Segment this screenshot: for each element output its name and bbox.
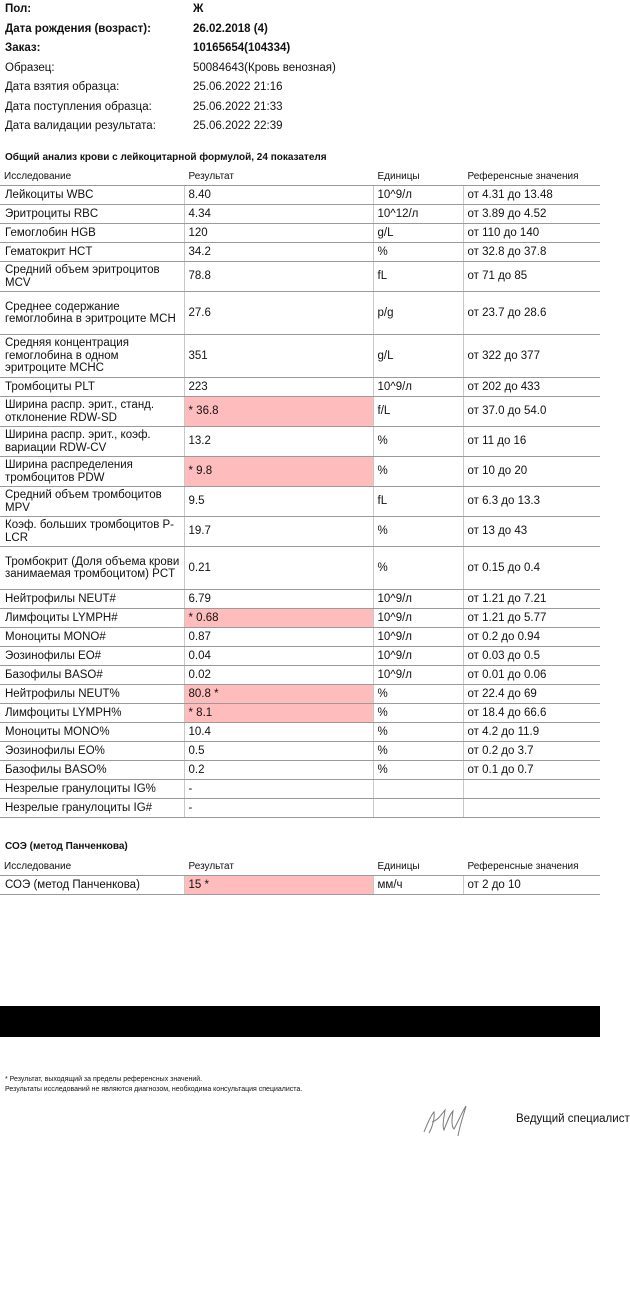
table-row bbox=[0, 780, 600, 799]
table-row bbox=[0, 704, 600, 723]
patient-info-row bbox=[0, 59, 600, 79]
unit-cell: g/L bbox=[373, 224, 463, 243]
unit-cell: % bbox=[373, 243, 463, 262]
unit-cell: 10^9/л bbox=[373, 628, 463, 647]
header-ref: Референсные значения bbox=[463, 169, 600, 186]
unit-cell: % bbox=[373, 761, 463, 780]
table-row bbox=[0, 609, 600, 628]
cbc-results-table bbox=[0, 169, 600, 818]
unit-cell: % bbox=[373, 685, 463, 704]
table-row bbox=[0, 742, 600, 761]
test-name-cell: Эозинофилы EO# bbox=[0, 647, 184, 666]
patient-info-value: 26.02.2018 (4) bbox=[193, 22, 268, 35]
reference-cell: от 0.1 до 0.7 bbox=[463, 761, 600, 780]
result-cell: 6.79 bbox=[184, 590, 373, 609]
table-row bbox=[0, 335, 600, 378]
reference-cell: от 3.89 до 4.52 bbox=[463, 205, 600, 224]
unit-cell: f/L bbox=[373, 397, 463, 427]
result-cell: 0.87 bbox=[184, 628, 373, 647]
table-row bbox=[0, 243, 600, 262]
redaction-bar bbox=[0, 1006, 600, 1037]
reference-cell: от 71 до 85 bbox=[463, 262, 600, 292]
signature-image bbox=[420, 1100, 472, 1140]
test-name-cell: Моноциты MONO% bbox=[0, 723, 184, 742]
reference-cell: от 202 до 433 bbox=[463, 378, 600, 397]
test-name-cell: Средняя концентрация гемоглобина в одном эритроците MCHC bbox=[0, 335, 184, 378]
footnote-out-of-range: * Результат, выходящий за пределы референсных значений. bbox=[5, 1076, 203, 1083]
result-cell: 10.4 bbox=[184, 723, 373, 742]
unit-cell: мм/ч bbox=[373, 876, 463, 895]
result-cell: 80.8 * bbox=[184, 685, 373, 704]
reference-cell: от 37.0 до 54.0 bbox=[463, 397, 600, 427]
result-cell: 9.5 bbox=[184, 487, 373, 517]
table-row bbox=[0, 224, 600, 243]
table-row bbox=[0, 685, 600, 704]
test-name-cell: Ширина распределения тромбоцитов PDW bbox=[0, 457, 184, 487]
result-cell: * 8.1 bbox=[184, 704, 373, 723]
test-name-cell: Базофилы BASO% bbox=[0, 761, 184, 780]
reference-cell: от 18.4 до 66.6 bbox=[463, 704, 600, 723]
unit-cell: 10^9/л bbox=[373, 609, 463, 628]
test-name-cell: Среднее содержание гемоглобина в эритроците MCH bbox=[0, 292, 184, 335]
unit-cell: % bbox=[373, 547, 463, 590]
table-row bbox=[0, 876, 600, 895]
reference-cell: от 1.21 до 7.21 bbox=[463, 590, 600, 609]
lead-specialist-label: Ведущий специалист bbox=[516, 1113, 630, 1125]
patient-info-row bbox=[0, 20, 600, 40]
patient-info-label: Дата взятия образца: bbox=[5, 81, 120, 93]
result-cell: 19.7 bbox=[184, 517, 373, 547]
result-cell: 351 bbox=[184, 335, 373, 378]
table-row bbox=[0, 397, 600, 427]
patient-info-label: Дата поступления образца: bbox=[5, 100, 152, 113]
test-name-cell: Тромбокрит (Доля объема крови занимаемая тромбоцитом) PCT bbox=[0, 547, 184, 590]
esr-section-title: СОЭ (метод Панченкова) bbox=[5, 841, 128, 852]
table-row bbox=[0, 292, 600, 335]
result-cell: 15 * bbox=[184, 876, 373, 895]
result-cell: 27.6 bbox=[184, 292, 373, 335]
reference-cell: от 322 до 377 bbox=[463, 335, 600, 378]
cbc-section-title: Общий анализ крови с лейкоцитарной формулой, 24 показателя bbox=[5, 152, 327, 163]
footnote-disclaimer: Результаты исследований не являются диагнозом, необходима консультация специалиста. bbox=[5, 1086, 303, 1093]
result-cell: 13.2 bbox=[184, 427, 373, 457]
unit-cell: g/L bbox=[373, 335, 463, 378]
test-name-cell: СОЭ (метод Панченкова) bbox=[0, 876, 184, 895]
table-row bbox=[0, 457, 600, 487]
unit-cell: 10^9/л bbox=[373, 647, 463, 666]
unit-cell: 10^9/л bbox=[373, 186, 463, 205]
result-cell: 0.04 bbox=[184, 647, 373, 666]
reference-cell: от 23.7 до 28.6 bbox=[463, 292, 600, 335]
patient-info bbox=[0, 0, 600, 137]
table-row bbox=[0, 723, 600, 742]
test-name-cell: Эритроциты RBC bbox=[0, 205, 184, 224]
table-row bbox=[0, 517, 600, 547]
unit-cell: fL bbox=[373, 262, 463, 292]
result-cell: 78.8 bbox=[184, 262, 373, 292]
patient-info-row bbox=[0, 0, 600, 20]
reference-cell: от 0.15 до 0.4 bbox=[463, 547, 600, 590]
test-name-cell: Незрелые гранулоциты IG# bbox=[0, 799, 184, 818]
table-row bbox=[0, 378, 600, 397]
table-row bbox=[0, 262, 600, 292]
unit-cell: % bbox=[373, 704, 463, 723]
reference-cell: от 1.21 до 5.77 bbox=[463, 609, 600, 628]
patient-info-value: 25.06.2022 21:16 bbox=[193, 81, 283, 93]
test-name-cell: Средний объем эритроцитов MCV bbox=[0, 262, 184, 292]
reference-cell: от 0.01 до 0.06 bbox=[463, 666, 600, 685]
result-cell: 0.21 bbox=[184, 547, 373, 590]
table-row bbox=[0, 590, 600, 609]
header-result: Результат bbox=[184, 169, 373, 186]
reference-cell: от 13 до 43 bbox=[463, 517, 600, 547]
reference-cell bbox=[463, 799, 600, 818]
reference-cell: от 11 до 16 bbox=[463, 427, 600, 457]
test-name-cell: Базофилы BASO# bbox=[0, 666, 184, 685]
patient-info-value: Ж bbox=[193, 3, 204, 15]
result-cell: 223 bbox=[184, 378, 373, 397]
unit-cell: % bbox=[373, 457, 463, 487]
patient-info-label: Заказ: bbox=[5, 42, 41, 54]
result-cell: 8.40 bbox=[184, 186, 373, 205]
patient-info-label: Дата валидации результата: bbox=[5, 120, 156, 132]
table-row bbox=[0, 547, 600, 590]
header-result: Результат bbox=[184, 859, 373, 876]
patient-info-row bbox=[0, 39, 600, 59]
table-row bbox=[0, 761, 600, 780]
result-cell: - bbox=[184, 780, 373, 799]
test-name-cell: Лимфоциты LYMPH# bbox=[0, 609, 184, 628]
reference-cell: от 4.2 до 11.9 bbox=[463, 723, 600, 742]
test-name-cell: Незрелые гранулоциты IG% bbox=[0, 780, 184, 799]
table-row bbox=[0, 427, 600, 457]
reference-cell: от 4.31 до 13.48 bbox=[463, 186, 600, 205]
reference-cell: от 0.2 до 0.94 bbox=[463, 628, 600, 647]
reference-cell: от 110 до 140 bbox=[463, 224, 600, 243]
result-cell: 120 bbox=[184, 224, 373, 243]
unit-cell: % bbox=[373, 427, 463, 457]
result-cell: * 9.8 bbox=[184, 457, 373, 487]
unit-cell bbox=[373, 799, 463, 818]
header-ref: Референсные значения bbox=[463, 859, 600, 876]
reference-cell: от 22.4 до 69 bbox=[463, 685, 600, 704]
unit-cell: % bbox=[373, 517, 463, 547]
table-row bbox=[0, 666, 600, 685]
patient-info-value: 50084643(Кровь венозная) bbox=[193, 61, 336, 74]
patient-info-row bbox=[0, 78, 600, 98]
test-name-cell: Средний объем тромбоцитов MPV bbox=[0, 487, 184, 517]
test-name-cell: Коэф. больших тромбоцитов P-LCR bbox=[0, 517, 184, 547]
reference-cell bbox=[463, 780, 600, 799]
reference-cell: от 32.8 до 37.8 bbox=[463, 243, 600, 262]
table-row bbox=[0, 205, 600, 224]
header-test: Исследование bbox=[0, 859, 184, 876]
result-cell: 4.34 bbox=[184, 205, 373, 224]
unit-cell: % bbox=[373, 742, 463, 761]
result-cell: 0.2 bbox=[184, 761, 373, 780]
result-cell: - bbox=[184, 799, 373, 818]
patient-info-value: 25.06.2022 22:39 bbox=[193, 120, 283, 132]
test-name-cell: Нейтрофилы NEUT% bbox=[0, 685, 184, 704]
patient-info-label: Образец: bbox=[5, 61, 55, 74]
test-name-cell: Гемоглобин HGB bbox=[0, 224, 184, 243]
test-name-cell: Тромбоциты PLT bbox=[0, 378, 184, 397]
unit-cell: 10^9/л bbox=[373, 378, 463, 397]
result-cell: 0.5 bbox=[184, 742, 373, 761]
patient-info-label: Дата рождения (возраст): bbox=[5, 22, 151, 35]
result-cell: 0.02 bbox=[184, 666, 373, 685]
unit-cell bbox=[373, 780, 463, 799]
patient-info-label: Пол: bbox=[5, 3, 32, 15]
table-row bbox=[0, 799, 600, 818]
patient-info-row bbox=[0, 98, 600, 118]
patient-info-value: 25.06.2022 21:33 bbox=[193, 100, 283, 113]
test-name-cell: Нейтрофилы NEUT# bbox=[0, 590, 184, 609]
test-name-cell: Эозинофилы EO% bbox=[0, 742, 184, 761]
test-name-cell: Моноциты MONO# bbox=[0, 628, 184, 647]
table-row bbox=[0, 628, 600, 647]
reference-cell: от 0.2 до 3.7 bbox=[463, 742, 600, 761]
unit-cell: 10^12/л bbox=[373, 205, 463, 224]
result-cell: * 36.8 bbox=[184, 397, 373, 427]
unit-cell: p/g bbox=[373, 292, 463, 335]
test-name-cell: Ширина распр. эрит., коэф. вариации RDW-CV bbox=[0, 427, 184, 457]
result-cell: * 0.68 bbox=[184, 609, 373, 628]
header-test: Исследование bbox=[0, 169, 184, 186]
reference-cell: от 0.03 до 0.5 bbox=[463, 647, 600, 666]
patient-info-row bbox=[0, 117, 600, 137]
esr-header-row bbox=[0, 859, 600, 876]
unit-cell: 10^9/л bbox=[373, 590, 463, 609]
cbc-header-row bbox=[0, 169, 600, 186]
table-row bbox=[0, 186, 600, 205]
test-name-cell: Лимфоциты LYMPH% bbox=[0, 704, 184, 723]
unit-cell: 10^9/л bbox=[373, 666, 463, 685]
unit-cell: % bbox=[373, 723, 463, 742]
test-name-cell: Ширина распр. эрит., станд. отклонение RDW-SD bbox=[0, 397, 184, 427]
esr-results-table bbox=[0, 859, 600, 895]
header-unit: Единицы bbox=[373, 169, 463, 186]
header-unit: Единицы bbox=[373, 859, 463, 876]
reference-cell: от 6.3 до 13.3 bbox=[463, 487, 600, 517]
result-cell: 34.2 bbox=[184, 243, 373, 262]
table-row bbox=[0, 647, 600, 666]
test-name-cell: Лейкоциты WBC bbox=[0, 186, 184, 205]
reference-cell: от 10 до 20 bbox=[463, 457, 600, 487]
unit-cell: fL bbox=[373, 487, 463, 517]
patient-info-value: 10165654(104334) bbox=[193, 42, 291, 54]
table-row bbox=[0, 487, 600, 517]
test-name-cell: Гематокрит HCT bbox=[0, 243, 184, 262]
reference-cell: от 2 до 10 bbox=[463, 876, 600, 895]
